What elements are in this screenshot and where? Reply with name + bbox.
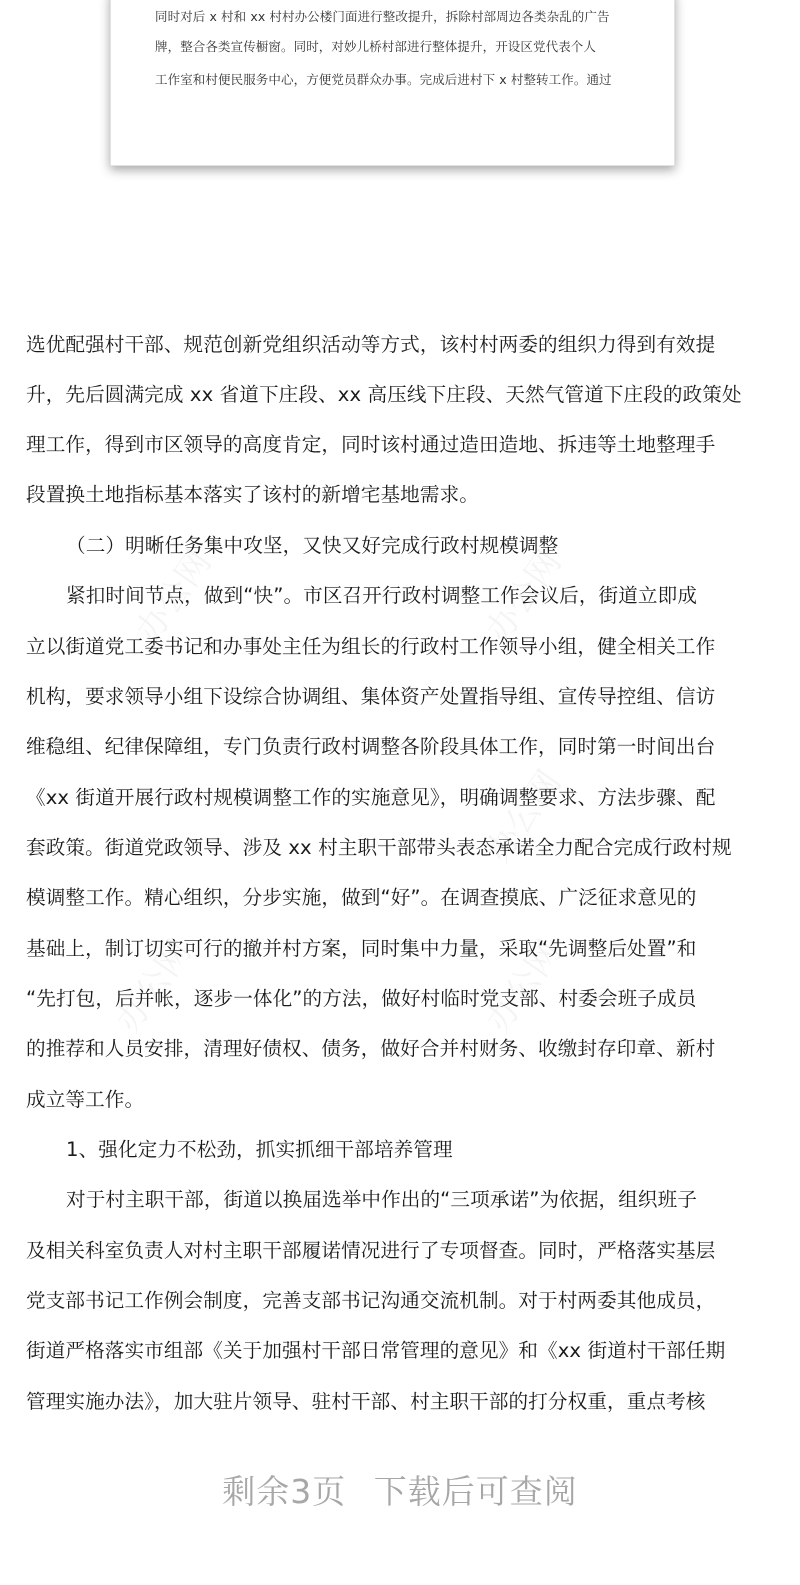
paragraph-line: 的推荐和人员安排，清理好债权、债务，做好合并村财务、收缴封存印章、新村 [26,1037,716,1060]
paragraph-line: 模调整工作。精心组织，分步实施，做到“好”。在调查摸底、广泛征求意见的 [26,886,697,909]
preview-text-line: 工作室和村便民服务中心，方便党员群众办事。完成后进村下 x 村整转工作。通过 [155,72,612,87]
paragraph-line: 《xx 街道开展行政村规模调整工作的实施意见》，明确调整要求、方法步骤、配 [26,786,716,809]
paragraph-line: 街道严格落实市组部《关于加强村干部日常管理的意见》和《xx 街道村干部任期 [26,1339,726,1362]
paragraph-line: 管理实施办法》，加大驻片领导、驻村干部、村主职干部的打分权重，重点考核 [26,1390,706,1413]
paragraph-line: “先打包，后并帐，逐步一体化”的方法，做好村临时党支部、村委会班子成员 [26,987,697,1010]
subsection-heading: 1、强化定力不松劲，抓实抓细干部培养管理 [66,1138,453,1161]
paragraph-line: 对于村主职干部，街道以换届选举中作出的“三项承诺”为依据，组织班子 [66,1188,698,1211]
preview-text-line: 同时对后 x 村和 xx 村村办公楼门面进行整改提升，拆除村部周边各类杂乱的广告 [155,9,610,24]
preview-text-line: 牌，整合各类宣传橱窗。同时，对妙儿桥村部进行整体提升，开设区党代表个人 [155,39,597,54]
paragraph-line: 党支部书记工作例会制度，完善支部书记沟通交流机制。对于村两委其他成员， [26,1289,716,1312]
paragraph-line: 套政策。街道党政领导、涉及 xx 村主职干部带头表态承诺全力配合完成行政村规 [26,836,732,859]
page-preview-card [110,0,675,166]
paragraph-line: 立以街道党工委书记和办事处主任为组长的行政村工作领导小组，健全相关工作 [26,635,716,658]
paragraph-line: 维稳组、纪律保障组，专门负责行政村调整各阶段具体工作，同时第一时间出台 [26,735,716,758]
paragraph-line: 紧扣时间节点，做到“快”。市区召开行政村调整工作会议后，街道立即成 [66,584,698,607]
paragraph-line: 理工作，得到市区领导的高度肯定，同时该村通过造田造地、拆违等土地整理手 [26,433,716,456]
remaining-pages-notice[interactable]: 剩余3页 下载后可查阅 [222,1472,578,1511]
section-heading: （二）明晰任务集中攻坚，又快又好完成行政村规模调整 [66,534,559,557]
paragraph-line: 基础上，制订切实可行的撤并村方案，同时集中力量，采取“先调整后处置”和 [26,937,697,960]
paragraph-line: 成立等工作。 [26,1088,145,1111]
paragraph-line: 机构，要求领导小组下设综合协调组、集体资产处置指导组、宣传导控组、信访 [26,685,716,708]
paragraph-line: 选优配强村干部、规范创新党组织活动等方式，该村村两委的组织力得到有效提 [26,333,716,356]
paragraph-line: 及相关科室负责人对村主职干部履诺情况进行了专项督查。同时，严格落实基层 [26,1239,716,1262]
paragraph-line: 段置换土地指标基本落实了该村的新增宅基地需求。 [26,483,479,506]
paragraph-line: 升，先后圆满完成 xx 省道下庄段、xx 高压线下庄段、天然气管道下庄段的政策处 [26,383,742,406]
